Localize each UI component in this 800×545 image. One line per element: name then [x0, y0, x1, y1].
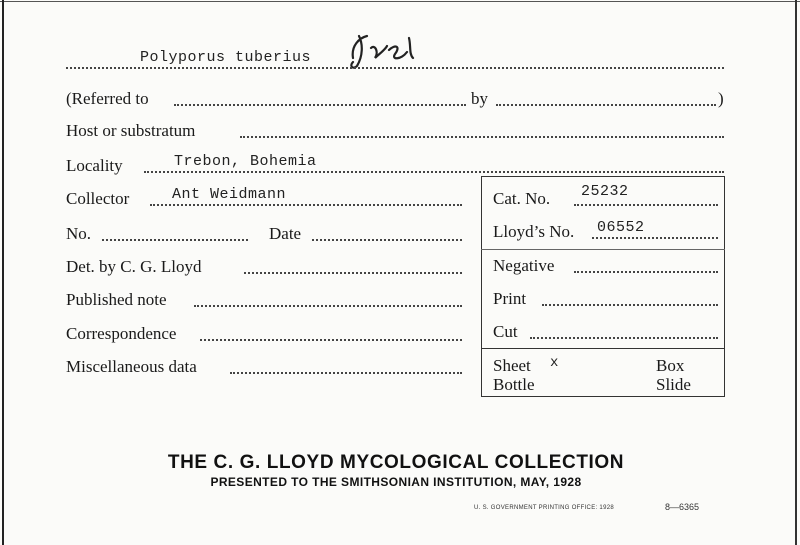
correspondence-label: Correspondence [66, 324, 177, 343]
date-line [312, 239, 462, 241]
collector-label: Collector [66, 189, 130, 208]
cut-line [530, 337, 718, 339]
published-label: Published note [66, 290, 167, 309]
box-left-border [481, 176, 482, 397]
species-name: Polyporus tuberius [140, 49, 312, 66]
locality-line [144, 171, 724, 173]
sheet-label: Sheet [493, 356, 531, 375]
det-line [244, 272, 462, 274]
misc-label: Miscellaneous data [66, 357, 197, 376]
lloyd-value: 06552 [597, 219, 645, 236]
no-line [102, 239, 248, 241]
by-label: by [471, 89, 488, 108]
lloyd-label: Lloyd’s No. [493, 222, 575, 241]
correspondence-line [200, 339, 462, 341]
print-label: Print [493, 289, 527, 308]
host-line [240, 136, 724, 138]
box-right-border [724, 176, 725, 397]
published-line [194, 305, 462, 307]
locality-value: Trebon, Bohemia [174, 153, 317, 170]
box-divider-lloyd [481, 249, 725, 250]
cat-label: Cat. No. [493, 189, 551, 208]
det-label: Det. by C. G. Lloyd [66, 257, 202, 276]
handwritten-authority [345, 28, 425, 72]
lloyd-line [592, 237, 718, 239]
negative-label: Negative [493, 256, 555, 275]
collection-title: THE C. G. LLOYD MYCOLOGICAL COLLECTION [167, 452, 625, 473]
card-top-edge [0, 1, 800, 2]
referred-to-line [174, 104, 466, 106]
collector-value: Ant Weidmann [172, 186, 287, 203]
collector-line [150, 204, 462, 206]
referred-to-label: (Referred to [66, 89, 149, 108]
locality-label: Locality [66, 156, 123, 175]
box-label: Box [656, 356, 685, 375]
host-label: Host or substratum [66, 121, 196, 140]
box-top-border [481, 176, 725, 177]
cat-value: 25232 [581, 183, 629, 200]
species-line [66, 67, 724, 69]
print-line [542, 304, 718, 306]
box-bottom-border [481, 396, 725, 397]
collection-subtitle: PRESENTED TO THE SMITHSONIAN INSTITUTION, MAY, 1928 [210, 475, 582, 489]
printing-office-note: U. S. GOVERNMENT PRINTING OFFICE: 1928 [474, 505, 614, 511]
negative-line [574, 271, 718, 273]
misc-line [230, 372, 462, 374]
no-label: No. [66, 224, 92, 243]
bottle-label: Bottle [493, 375, 535, 394]
date-label: Date [269, 224, 302, 243]
print-code: 8—6365 [665, 502, 700, 512]
slide-label: Slide [656, 375, 691, 394]
cut-label: Cut [493, 322, 518, 341]
by-line [496, 104, 716, 106]
sheet-mark: x [550, 355, 559, 371]
box-divider-cut [481, 348, 725, 349]
closing-paren: ) [718, 89, 724, 108]
cat-line [574, 204, 718, 206]
